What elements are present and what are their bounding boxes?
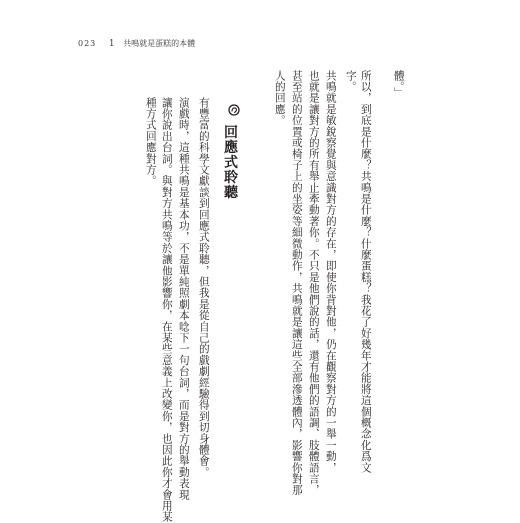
page-number: 023 xyxy=(78,39,97,48)
chapter-number: 1 xyxy=(108,39,115,49)
section-line: 有豐富的科學文獻談到回應式聆聽，但我是從自己的戲劇經驗得到切身體會。 xyxy=(197,97,210,478)
body-line: 甚至站的位置或椅子上的坐姿等細微動作，共鳴就是讓這些全部滲透體內，影響你對那 xyxy=(290,70,303,496)
section-heading xyxy=(220,104,240,200)
chapter-title: 共鳴就是蛋糕的本體 xyxy=(123,39,196,48)
section-line: 演戲時，這種共鳴是基本功，不是單純照劇本唸下一句台詞，而是對方的舉動表現 xyxy=(177,97,190,501)
body-line: 字。 xyxy=(344,70,357,93)
body-line: 共鳴就是敏銳察覺與意識對方的存在，即使你背對他，仍在觀察對方的一舉一動， xyxy=(324,70,337,474)
section-heading-text: 回應式聆聽 xyxy=(222,124,238,200)
ear-ornament-icon xyxy=(228,104,240,116)
body-line: 也就是讓對方的所有舉止牽動著你。不只是他們說的話，還有他們的語調、肢體語言， xyxy=(307,70,320,496)
running-header xyxy=(78,38,195,50)
section-line: 種方式回應對方。 xyxy=(144,97,157,187)
body-line: 所以，到底是什麼？共鳴是什麼？什麼蛋糕？我花了好幾年才能將這個概念化爲文 xyxy=(359,70,372,474)
section-line: 讓你說出台詞。與對方共鳴等於讓他影響你，在某些意義上改變你，也因此你才會用某 xyxy=(160,97,173,523)
body-line: 體。」 xyxy=(392,70,405,99)
body-line: 人的回應。 xyxy=(273,70,286,126)
